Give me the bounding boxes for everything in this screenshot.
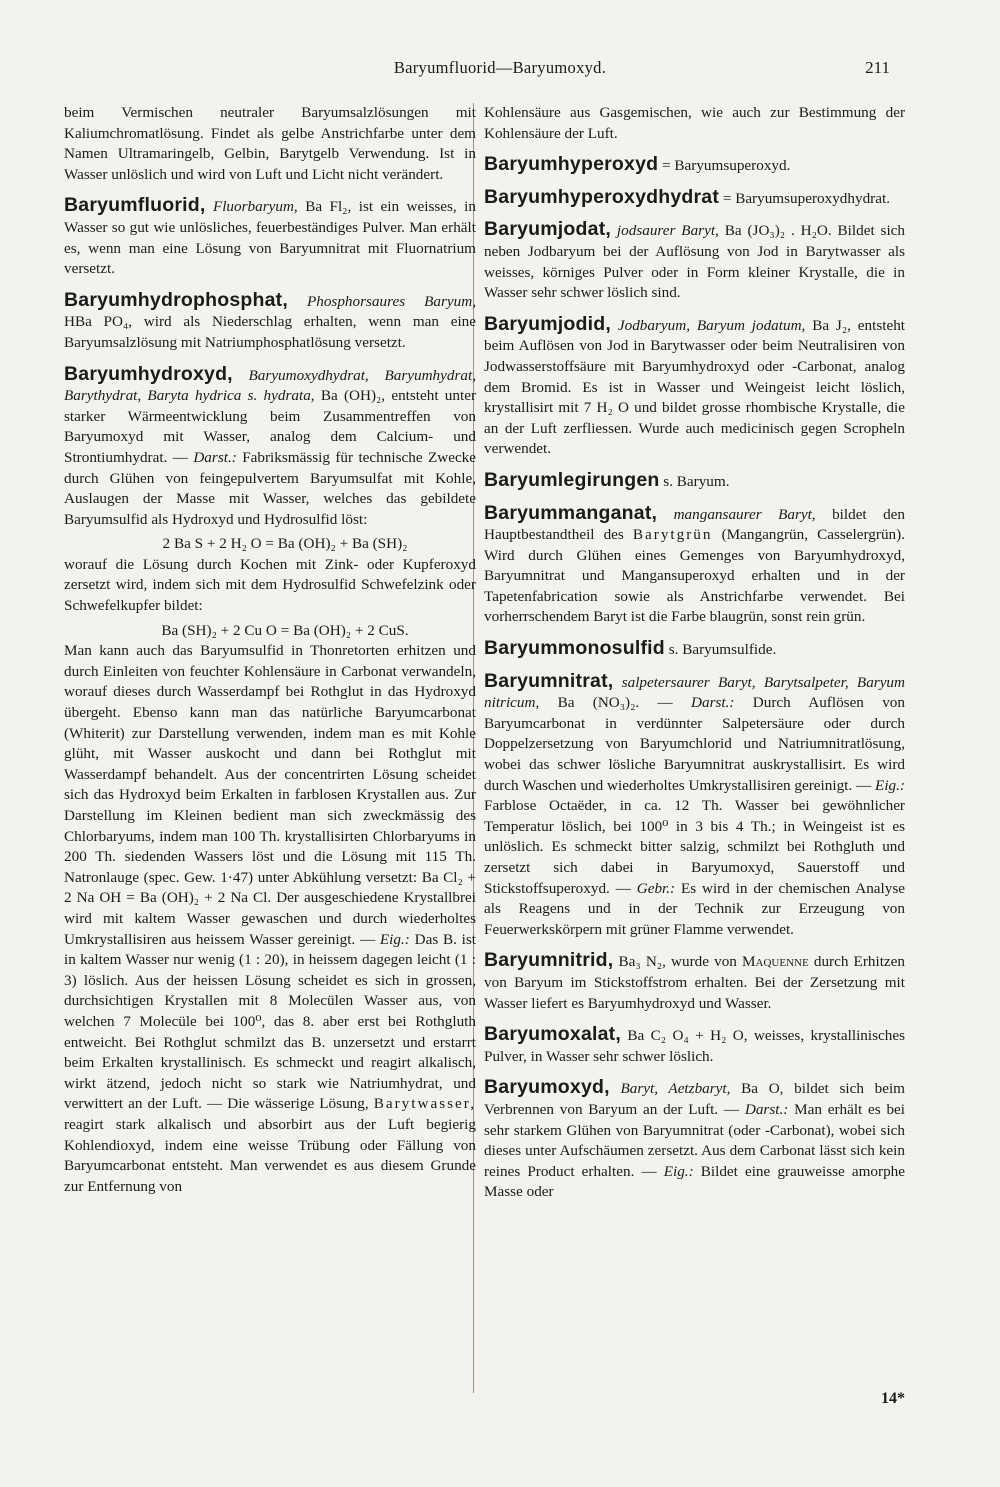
paragraph-continuation: beim Vermischen neutraler Baryumsalzlösungen mit Kaliumchromatlösung. Findet als gelbe Anstrichfarbe unter dem Namen Ultramaringelb, Gelbin, Barytgelb Verwendung. Ist in Wasser unlöslich und wird von Luft und Licht nicht verändert. [64,104,476,183]
signature-mark: 14* [881,1390,905,1407]
right-column [484,103,905,1207]
entry-heading: Baryumlegirungen [484,468,660,491]
entry-text: (Mangangrün, Casselergrün). Wird durch Glühen eines Gemenges von Baryumhydroxyd, Baryumnitrat und Mangansuperoxyd erhalten und in der Tapetenfabrication sowie als Anstrichfarbe verwendet. Bei vorherrschendem Baryt ist die Farbe blaugrün, sonst rein grün. [484,526,905,626]
entry-heading: Baryumnitrat, [484,669,614,692]
entry-heading: Baryumhyperoxyd [484,153,659,176]
entry-baryumoxalat [484,1024,905,1067]
eig-label: Eig.: [663,1162,694,1180]
entry-text: Ba (NO₃)₂. — [557,694,673,712]
entry-text: Bildet eine grauweisse amorphe Masse oder [484,1162,906,1201]
entry-text: Man erhält es bei sehr starkem Glühen von Baryumnitrat (oder -Carbonat), wobei sich dieses unter Aufschäumen zersetzt. Aus dem Carbonat lässt sich kein reines Product erhalten. — [484,1100,905,1180]
entry-text: = Baryumsuperoxydhydrat. [722,189,890,207]
darst-label: Darst.: [744,1100,789,1118]
entry-text: Ba J₂, entsteht beim Auflösen von Jod in Barytwasser oder beim Neutralisiren von Jodwasserstoffsäure mit Baryumhydroxyd oder -Carbonat, analog dem Bromid. Es ist in Wasser und Weingeist leicht löslich, krystallisirt mit 7 H₂ O und bildet grosse rhombische Krystalle, die an der Luft zerfliessen. Wurde auch medicinisch gegen Scropheln verwendet. [484,316,906,458]
entry-text: Fabriksmässig für technische Zwecke durch Glühen von feingepulvertem Baryumsulfat mit Kohle, Auslaugen der Masse mit Wasser, welches das gebildete Baryumsulfid als Hydroxyd und Hydrosulfid löst: [64,448,477,528]
entry-baryumoxyd [484,1077,905,1203]
entry-synonym: mangansaurer Baryt, [673,505,816,523]
entry-baryumhydrophosphat [64,290,476,354]
entry-text: Ba C₂ O₄ + H₂ O, weisses, krystallinisches Pulver, in Wasser sehr schwer löslich. [484,1027,906,1065]
header-title: Baryumfluorid—Baryumoxyd. [393,58,607,77]
entry-text: Durch Auflösen von Baryumcarbonat in verdünnter Salpetersäure oder durch Doppelzersetzung von Baryumchlorid und Natriumnitratlösung, wobei das schwer lösliche Baryumnitrat auskrystallisirt. Es wird durch Waschen und wiederholtes Umkrystallisiren gereinigt. — [484,694,905,794]
entry-text: Es wird in der chemischen Analyse als Reagens und in der Technik zur Erzeugung von Feuerwerkskörpern mit grüner Flamme verwendet. [484,879,906,938]
entry-text: Farblose Octaëder, in ca. 12 Th. Wasser bei gewöhnlicher Temperatur löslich, bei 100⁰ in 3 bis 4 Th.; in Weingeist ist es unlöslich. Es schmeckt bitter salzig, schmilzt bei Rothgluth und zersetzt sich dabei in Baryumoxyd, Sauerstoff und Stickstoffsuperoxyd. — [484,797,905,897]
entry-heading: Baryumoxyd, [484,1076,610,1099]
chemical-formula: Ba (SH)₂ + 2 Cu O = Ba (OH)₂ + 2 CuS. [161,621,409,639]
entry-text: HBa PO₄, wird als Niederschlag erhalten, wenn man eine Baryumsalzlösung mit Natriumphosphatlösung versetzt. [64,313,476,351]
entry-text: s. Baryumsulfide. [668,641,777,659]
entry-baryumfluorid [64,195,476,279]
entry-heading: Baryummanganat, [484,501,658,524]
entry-baryumnitrat [484,671,905,941]
entry-heading: Baryummonosulfid [484,637,665,660]
entry-synonym: salpetersaurer Baryt, Barytsalpeter, Baryum nitricum, [484,673,905,712]
entry-baryumnitrid [484,950,905,1014]
darst-label: Darst.: [691,694,735,712]
entry-baryummanganat [484,503,905,629]
entry-text: Ba (JO₃)₂ . H₂O. Bildet sich neben Jodbaryum bei der Auflösung von Jod in Barytwasser als weisses, körniges Pulver oder in Form kleiner Krystalle, die in Wasser sehr schwer löslich sind. [484,222,906,302]
entry-baryumhyperoxyd [484,154,905,177]
entry-text: Ba Fl₂, ist ein weisses, in Wasser so gut wie unlösliches, feuerbeständiges Pulver. Man erhält es, wenn man eine Lösung von Baryumnitrat mit Fluornatrium versetzt. [64,198,476,278]
entry-heading: Baryumnitrid, [484,949,614,972]
entry-synonym: Baryt, Aetzbaryt, [620,1080,731,1098]
entry-text: = Baryumsuperoxyd. [662,157,791,175]
entry-heading: Baryumjodid, [484,312,611,335]
gebr-label: Gebr.: [636,879,676,897]
entry-synonym: Baryumoxydhydrat, Baryumhydrat, Barythydrat, Baryta hydrica s. hydrata, [64,366,476,405]
entry-baryumlegirungen [484,470,905,493]
entry-synonym: jodsaurer Baryt, [616,222,719,240]
entry-synonym: Phosphorsaures Baryum, [306,292,477,310]
entry-text: bildet den Hauptbestandtheil des [484,505,906,544]
paragraph: worauf die Lösung durch Kochen mit Zink- oder Kupferoxyd zersetzt wird, indem sich mit dem Hydrosulfid Schwefelzink oder Schwefelkupfer bildet: [64,555,476,615]
entry-baryumjodid [484,314,905,460]
entry-baryummonosulfid [484,638,905,661]
entry-synonym: Fluorbaryum, [212,198,298,216]
spaced-term: Barytgrün [632,526,713,544]
chemical-formula: 2 Ba S + 2 H₂ O = Ba (OH)₂ + Ba (SH)₂ [162,535,408,553]
running-header [0,58,1000,84]
entry-heading: Baryumoxalat, [484,1023,621,1046]
spaced-term: Barytwasser, [373,1095,477,1113]
page-number: 211 [865,58,890,77]
left-column [64,103,476,1201]
entry-text: durch Erhitzen von Baryum im Stickstoffstrom erhalten. Bei der Zersetzung mit Wasser liefert es Baryumhydroxyd und Wasser. [484,953,906,1012]
entry-baryumhydroxyd [64,364,476,531]
entry-text: Ba₃ N₂, wurde von [618,953,737,971]
paragraph: Man kann auch das Baryumsulfid in Thonretorten erhitzen und durch Einleiten von feuchter Kohlensäure in Carbonat verwandeln, worauf dieses durch Wasserdampf bei Rothglut in das Hydroxyd übergeht. Ebenso kann man das natürliche Baryumcarbonat (Whiterit) zur Darstellung verwenden, indem man es mit Kohle glüht, mit Wasser auskocht und dann bei Rothglut mit Wasserdampf behandelt. Aus der concentrirten Lösung scheidet sich das Hydroxyd beim Erkalten in farblosen Krystallen aus. Zur Darstellung im Kleinen bedient man sich zweckmässig des Chlorbaryums, indem man 100 Th. krystallisirten Chlorbaryums in 200 Th. siedenden Wassers löst und die Lösung mit 115 Th. Natronlauge (spec. Gew. 1·47) unter Abkühlung versetzt: Ba Cl₂ + 2 Na OH = Ba (OH)₂ + 2 Na Cl. Der ausgeschiedene Krystallbrei wird mit kaltem Wasser gewaschen und durch wiederholtes Umkrystallisiren aus heissem Wasser gereinigt. — Eig.: Das B. ist in kaltem Wasser nur wenig (1 : 20), in heissem dagegen leicht (1 : 3) löslich. Aus der heissen Lösung scheidet es sich in grossen, durchsichtigen Krystallen mit 8 Molecülen Wasser aus, von welchen 7 Molecüle bei 100⁰, das 8. aber erst bei Rothgluth entweicht. Bei Rothglut schmilzt das B. unzersetzt und erstarrt beim Erkalten krystallinisch. Es schmeckt und reagirt alkalisch, wirkt ätzend, jedoch nicht so stark wie Natriumhydrat, und verwittert an der Luft. — Die wässerige Lösung, Barytwasser, reagirt stark alkalisch und absorbirt aus der Luft begierig Kohlendioxyd, indem eine weisse Trübung oder Fällung von Baryumcarbonat entsteht. Man verwendet es aus diesem Grunde zur Entfernung von [64,642,477,1195]
paragraph-continuation: Kohlensäure aus Gasgemischen, wie auch zur Bestimmung der Kohlensäure der Luft. [484,104,905,142]
entry-text: Ba O, bildet sich beim Verbrennen von Baryum an der Luft. — [484,1080,905,1118]
entry-baryumjodat [484,219,905,303]
eig-label: Eig.: [875,776,905,794]
entry-text: Ba (OH)₂, entsteht unter starker Wärmeentwicklung beim Zusammentreffen von Baryumoxyd mit Wasser, analog dem Calcium- und Strontiumhydrat. — [64,387,476,466]
entry-heading: Baryumfluorid, [64,194,206,217]
author-name: Maquenne [742,953,809,971]
entry-heading: Baryumhydrophosphat, [64,288,288,311]
entry-heading: Baryumjodat, [484,218,612,241]
entry-text: s. Baryum. [663,472,730,490]
entry-heading: Baryumhyperoxydhydrat [484,185,720,208]
entry-heading: Baryumhydroxyd, [64,362,233,385]
entry-synonym: Jodbaryum, Baryum jodatum, [617,316,806,334]
eig-label: Eig.: [379,930,410,948]
darst-label: Darst.: [193,448,237,466]
entry-baryumhyperoxydhydrat [484,187,905,210]
